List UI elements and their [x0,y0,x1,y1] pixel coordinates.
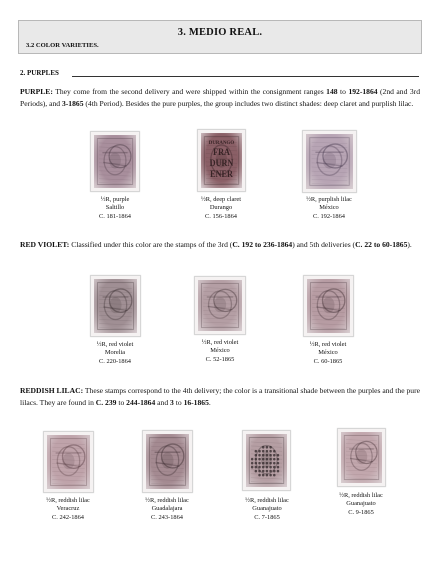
stamp-image [43,431,94,493]
purple-paragraph [20,86,420,109]
text-run-bold: C. 192 to 236-1864 [232,240,293,249]
text-run: ). [407,240,412,249]
stamp-caption [311,492,411,517]
caption-place: Morelia [104,349,126,357]
stamp-engraving [341,432,382,483]
stamp-image [90,275,141,337]
svg-text:DURN: DURN [209,157,234,169]
caption-place: Guanajuato [252,505,282,513]
caption-consignment: C. 7-1865 [254,513,280,521]
text-run: to [173,397,184,407]
stamp-image [142,430,193,493]
stamp-image [242,430,291,491]
chapter-subtitle: 3.2 COLOR VARIETIES. [26,42,99,49]
stamp-engraving [307,279,350,333]
stamp-engraving [94,135,136,188]
stamp-image [337,428,386,487]
stamp-caption [18,497,118,522]
stamp-image [194,276,246,335]
caption-shade: ½R, purplish lilac [306,196,352,203]
reddish-lilac-paragraph [20,385,420,408]
stamp-image [90,131,140,192]
text-run: (2nd and 3rd Periods), and [20,87,420,108]
stamp-image [303,275,354,337]
text-run: ) and 5th deliveries ( [292,240,356,249]
stamp-caption [279,196,379,221]
stamp-caption [217,497,317,522]
stamp-ink [94,279,137,333]
stamp-engraving [201,133,242,188]
text-run-bold: 3 [170,397,174,407]
stamp-caption [171,196,271,221]
stamp-engraving [246,434,287,487]
caption-place: Guadalajara [151,505,183,513]
caption-consignment: C. 52-1865 [205,355,235,363]
stamp-caption [170,339,270,364]
section-rule [72,76,419,77]
text-run: . [208,397,211,407]
red-violet-paragraph [20,239,420,251]
caption-place: Guanajuato [346,500,376,508]
svg-text:ENER: ENER [210,168,233,180]
stamp-ink [306,134,353,189]
text-run: These stamps correspond to the 4th delivery; the color is a transitional shade between the purples and the pure lilacs. They are found in [20,386,420,407]
text-run: They come from the second delivery and were shipped within the consignment ranges [52,87,327,96]
stamp-image [302,130,357,193]
caption-place: Durango [209,204,233,212]
caption-place: Saltillo [105,204,125,212]
stamp-ink [246,434,287,487]
stamp-image [197,129,246,192]
caption-consignment: C. 192-1864 [313,212,345,220]
text-run-bold: C. 22 to 60-1865 [355,240,408,249]
stamp-ink [198,280,242,331]
stamp-ink [146,434,189,489]
stamp-caption [65,341,165,366]
caption-shade: ½R, reddish lilac [339,492,383,499]
stamp-ink [94,135,136,188]
text-run-bold: 192-1864 [348,87,378,96]
caption-shade: ½R, reddish lilac [46,497,90,504]
caption-shade: ½R, purple [100,196,130,203]
caption-consignment: C. 156-1864 [205,212,237,220]
text-run: and [155,397,171,407]
text-run-bold: 3-1865 [61,98,84,108]
text-run: to [337,87,349,96]
caption-consignment: C. 242-1864 [52,513,84,521]
caption-consignment: C. 60-1865 [313,357,343,365]
caption-place: México [319,204,339,212]
text-run-bold: 244-1864 [126,397,156,407]
caption-place: México [210,347,230,355]
reddish-lilac-lead: REDDISH LILAC: [20,386,84,395]
stamp-engraving [198,280,242,331]
stamp-engraving [47,435,90,489]
text-run-bold: C. 239 [95,397,117,407]
caption-shade: ½R, reddish lilac [145,497,189,504]
stamp-ink [201,133,242,188]
red-violet-lead: RED VIOLET: [20,240,70,249]
caption-consignment: C. 243-1864 [151,513,183,521]
caption-consignment: C. 181-1864 [99,212,131,220]
stamp-ink [47,435,90,489]
stamp-ink [307,279,350,333]
section-heading: 2. PURPLES [20,69,59,77]
stamp-engraving [94,279,137,333]
text-run: to [116,397,127,407]
caption-shade: ½R, deep claret [200,196,242,203]
stamp-engraving [146,434,189,489]
caption-shade: ½R, red violet [201,339,239,346]
text-run: (4th Period). Besides the pure purples, the group includes two distinct shades: deep claret and purplish lilac. [83,98,414,108]
caption-shade: ½R, red violet [309,341,347,348]
text-run: Classified under this color are the stamps of the 3rd ( [69,240,233,249]
chapter-header [18,20,422,54]
stamp-engraving [306,134,353,189]
text-run-bold: 148 [326,87,338,96]
stamp-caption [117,497,217,522]
text-run-bold: 16-1865 [183,397,209,407]
caption-shade: ½R, red violet [96,341,134,348]
caption-consignment: C. 220-1864 [99,357,131,365]
stamp-caption [278,341,378,366]
caption-consignment: C. 9-1865 [348,508,374,516]
svg-text:DURANGO: DURANGO [208,139,235,147]
svg-text:FRA: FRA [213,146,230,158]
chapter-title: 3. MEDIO REAL. [177,27,263,38]
caption-place: México [318,349,338,357]
purple-lead: PURPLE: [20,87,53,96]
caption-shade: ½R, reddish lilac [245,497,289,504]
caption-place: Veracruz [56,505,80,513]
stamp-ink [341,432,382,483]
stamp-caption [65,196,165,221]
